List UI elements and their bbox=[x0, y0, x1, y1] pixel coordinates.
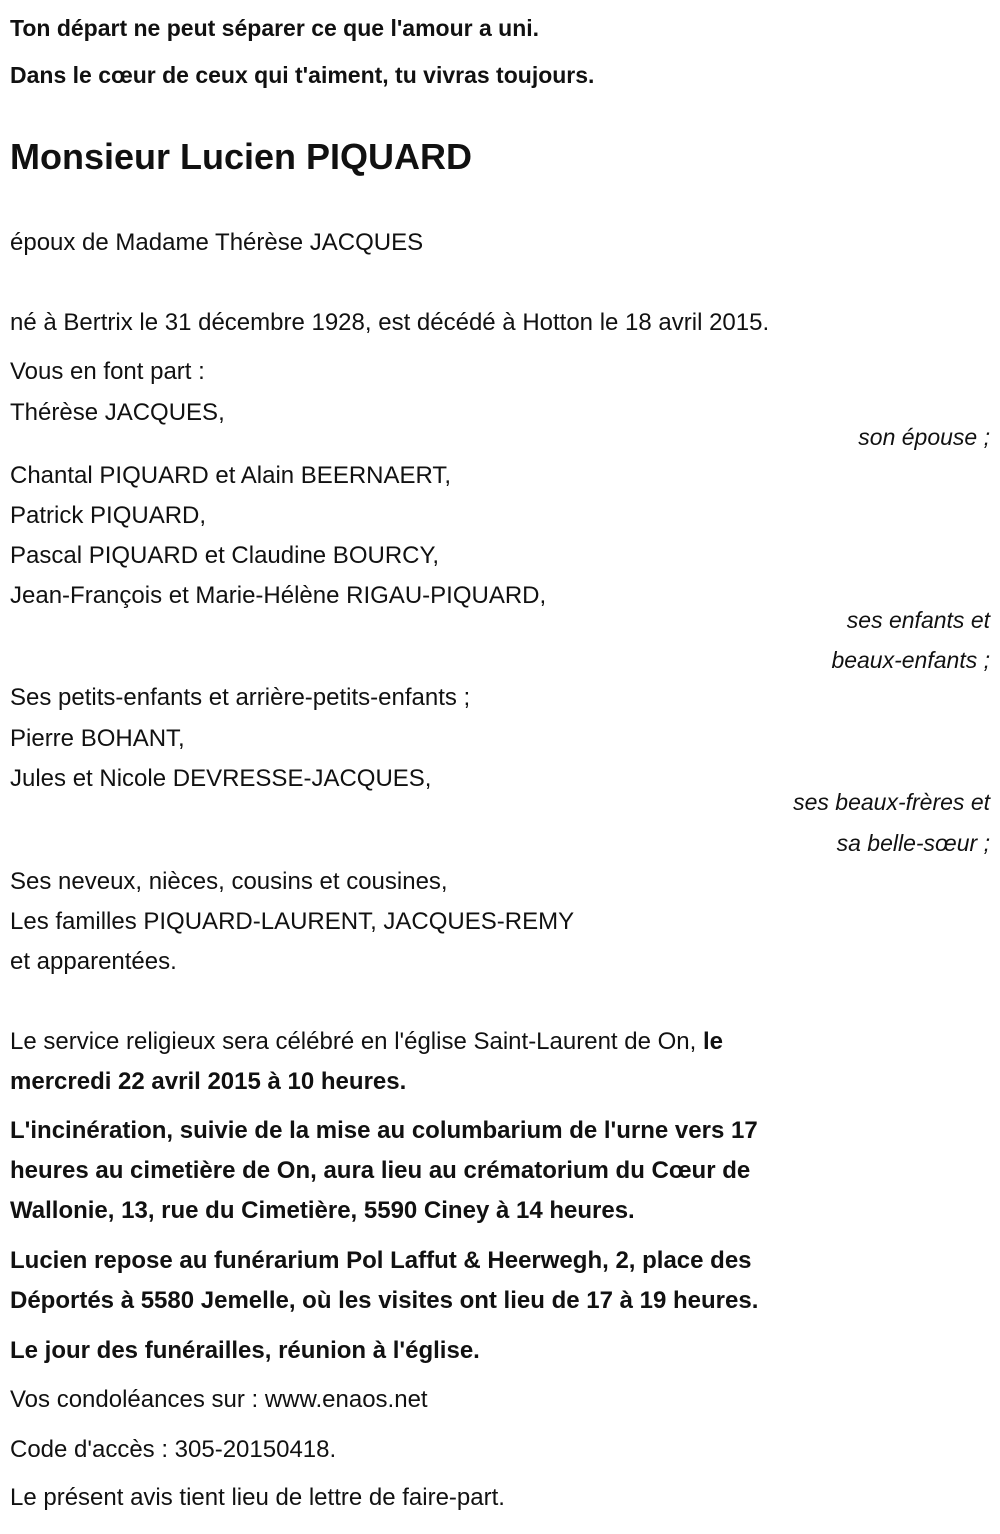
rest-line: Lucien repose au funérarium Pol Laffut & Heerwegh, 2, place des bbox=[10, 1247, 752, 1274]
access-code-line: Code d'accès : 305-20150418. bbox=[10, 1436, 337, 1463]
wife-role: son épouse ; bbox=[858, 424, 990, 450]
service-date: mercredi 22 avril 2015 à 10 heures. bbox=[10, 1068, 407, 1095]
child-line: Patrick PIQUARD, bbox=[10, 502, 207, 529]
birth-death-line: né à Bertrix le 31 décembre 1928, est décédé à Hotton le 18 avril 2015. bbox=[10, 309, 770, 336]
deceased-name-title: Monsieur Lucien PIQUARD bbox=[10, 136, 473, 177]
cremation-line: Wallonie, 13, rue du Cimetière, 5590 Ciney à 14 heures. bbox=[10, 1197, 635, 1224]
grandchildren-line: Ses petits-enfants et arrière-petits-enfants ; bbox=[10, 684, 471, 711]
service-text: Le service religieux sera célébré en l'église Saint-Laurent de On, bbox=[10, 1028, 703, 1055]
announce-line: Vous en font part : bbox=[10, 358, 205, 385]
inlaw-line: Jules et Nicole DEVRESSE-JACQUES, bbox=[10, 765, 432, 792]
meeting-line: Le jour des funérailles, réunion à l'église. bbox=[10, 1337, 480, 1364]
cremation-line: heures au cimetière de On, aura lieu au crématorium du Cœur de bbox=[10, 1157, 751, 1184]
footer-line: Le présent avis tient lieu de lettre de faire-part. bbox=[10, 1484, 505, 1511]
others-line: Les familles PIQUARD-LAURENT, JACQUES-REMY bbox=[10, 908, 575, 935]
rest-line: Déportés à 5580 Jemelle, où les visites ont lieu de 17 à 19 heures. bbox=[10, 1287, 759, 1314]
children-role: ses enfants et bbox=[846, 607, 990, 633]
child-line: Chantal PIQUARD et Alain BEERNAERT, bbox=[10, 462, 452, 489]
epigraph-line-1: Ton départ ne peut séparer ce que l'amour a uni. bbox=[10, 15, 540, 41]
wife-name: Thérèse JACQUES, bbox=[10, 399, 225, 426]
epigraph-line-2: Dans le cœur de ceux qui t'aiment, tu vivras toujours. bbox=[10, 62, 595, 88]
child-line: Jean-François et Marie-Hélène RIGAU-PIQUARD, bbox=[10, 582, 547, 609]
service-line bbox=[10, 1027, 723, 1057]
children-role: beaux-enfants ; bbox=[831, 647, 990, 673]
others-line: et apparentées. bbox=[10, 948, 177, 975]
others-line: Ses neveux, nièces, cousins et cousines, bbox=[10, 868, 448, 895]
inlaw-line: Pierre BOHANT, bbox=[10, 725, 185, 752]
inlaws-role: sa belle-sœur ; bbox=[836, 830, 990, 856]
spouse-line: époux de Madame Thérèse JACQUES bbox=[10, 229, 424, 256]
condolences-line: Vos condoléances sur : www.enaos.net bbox=[10, 1386, 428, 1413]
cremation-line: L'incinération, suivie de la mise au columbarium de l'urne vers 17 bbox=[10, 1117, 758, 1144]
inlaws-role: ses beaux-frères et bbox=[793, 789, 990, 815]
child-line: Pascal PIQUARD et Claudine BOURCY, bbox=[10, 542, 440, 569]
service-le: le bbox=[702, 1028, 723, 1055]
